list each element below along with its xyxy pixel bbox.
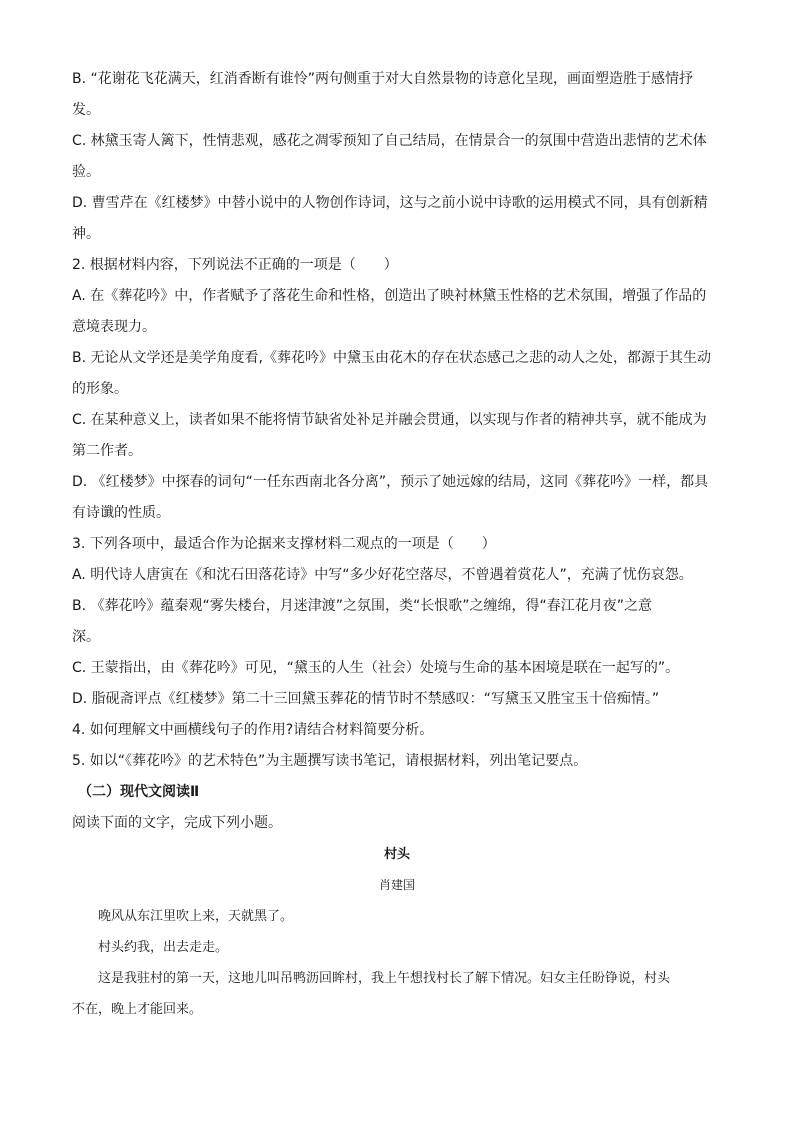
option-line: 发。 [72,102,100,118]
option-line: D. 曹雪芹在《红楼梦》中替小说中的人物创作诗词，这与之前小说中诗歌的运用模式不同，具有创新精 [72,195,708,211]
option-line: 验。 [72,164,100,180]
section-title: （二）现代文阅读Ⅱ [78,784,200,800]
story-paragraph: 村头约我，出去走走。 [98,940,229,955]
option-line: 深。 [72,629,100,645]
option-line: C. 在某种意义上，读者如果不能将情节缺省处补足并融会贯通，以实现与作者的精神共享，就不能成为 [72,412,707,428]
option-line: 的形象。 [72,381,128,397]
option-line: 意境表现力。 [72,319,156,335]
option-line: B. 《葬花吟》蕴秦观“雾失楼台，月迷津渡”之氛围，类“长恨歌”之缠绵，得“春江花月夜”之意 [72,598,653,614]
question-stem: 3. 下列各项中，最适合作为论据来支撑材料二观点的一项是（ ） [72,536,496,552]
option-line: 神。 [72,226,100,242]
reading-instruction: 阅读下面的文字，完成下列小题。 [72,815,282,831]
option-line: D. 脂砚斋评点《红楼梦》第二十三回黛玉葬花的情节时不禁感叹：“写黛玉又胜宝玉十倍痴情。” [72,691,660,707]
option-line: D. 《红楼梦》中探春的词句“一任东西南北各分离”，预示了她远嫁的结局，这同《葬花吟》一样，都具 [72,474,709,490]
question-stem: 5. 如以“《葬花吟》的艺术特色”为主题撰写读书笔记，请根据材料，列出笔记要点。 [72,753,588,769]
option-line: 有诗谶的性质。 [72,505,170,521]
story-paragraph: 这是我驻村的第一天，这地儿叫吊鸭沥回眸村，我上午想找村长了解下情况。妇女主任盼铮说，村头 [98,971,671,986]
option-line: A. 明代诗人唐寅在《和沈石田落花诗》中写“多少好花空落尽，不曾遇着赏花人”，充满了忧伤哀怨。 [72,567,693,583]
question-stem: 4. 如何理解文中画横线句子的作用?请结合材料简要分析。 [72,722,434,738]
option-line: B. 无论从文学还是美学角度看,《葬花吟》中黛玉由花木的存在状态感己之悲的动人之处，都源于其生动 [72,350,711,366]
question-stem: 2. 根据材料内容，下列说法不正确的一项是（ ） [72,257,398,273]
story-paragraph: 晚风从东江里吹上来，天就黑了。 [98,909,294,924]
option-line: 第二作者。 [72,443,142,459]
option-line: A. 在《葬花吟》中，作者赋予了落花生命和性格，创造出了映衬林黛玉性格的艺术氛围，增强了作品的 [72,288,707,304]
story-paragraph-continuation: 不在，晚上才能回来。 [72,1002,203,1017]
option-line: B. “花谢花飞花满天，红消香断有谁怜”两句侧重于对大自然景物的诗意化呈现，画面塑造胜于感情抒 [72,71,694,87]
story-title: 村头 [383,847,410,862]
option-line: C. 王蒙指出，由《葬花吟》可见，“黛玉的人生（社会）处境与生命的基本困境是联在一起写的”。 [72,660,680,676]
document-page [72,64,722,1025]
option-line: C. 林黛玉寄人篱下，性情悲观，感花之凋零预知了自己结局，在情景合一的氛围中营造出悲情的艺术体 [72,133,707,149]
story-author: 肖建国 [378,878,415,892]
